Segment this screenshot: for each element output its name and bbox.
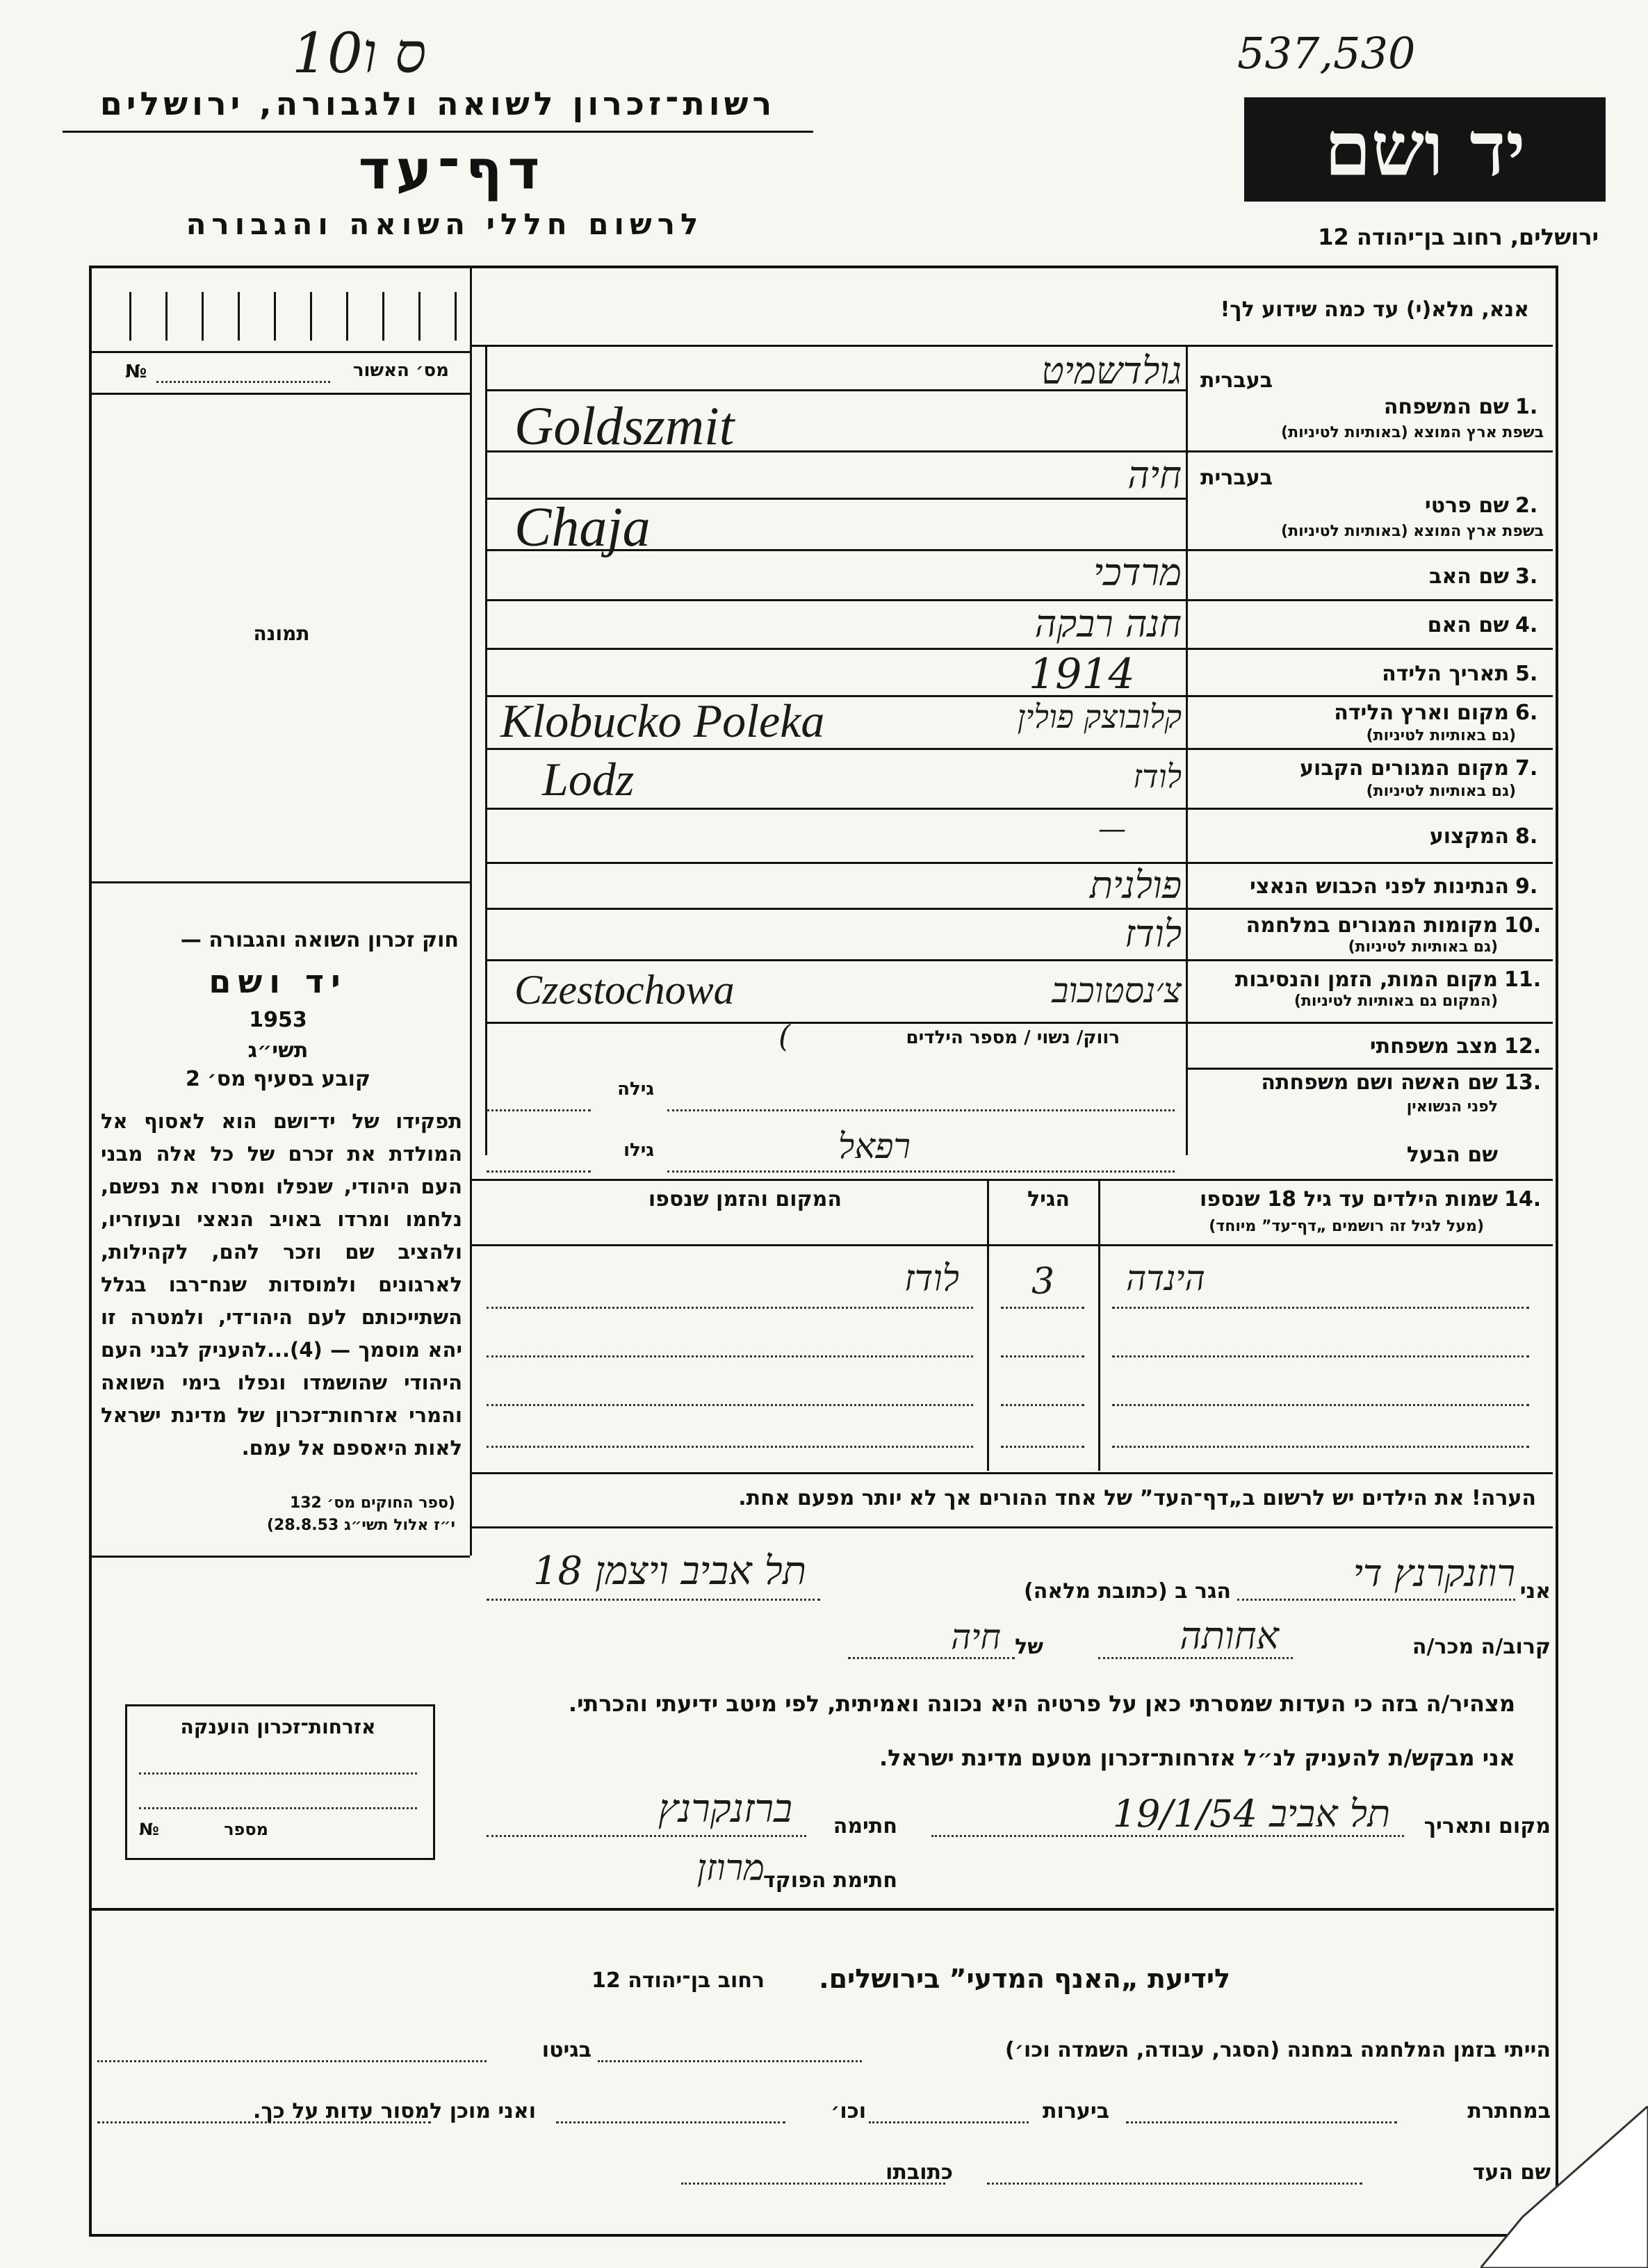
header-address: ירושלים, רחוב בן־יהודה 12 <box>1318 224 1599 250</box>
value-hebrew[interactable]: לודז <box>1133 758 1182 795</box>
field-number: 2. <box>1515 493 1538 518</box>
authority-underline <box>63 131 813 133</box>
marital-bracket: ( <box>778 1019 791 1054</box>
instruction: אנא, מלא(י) עד כמה שידוע לך! <box>1220 297 1529 322</box>
field-label: מקום המגורים הקבוע <box>1300 756 1509 781</box>
hebrew-label: בעברית <box>1200 368 1273 393</box>
footer-willing-label: ואני מוכן למסור עדות על כך. <box>253 2099 536 2123</box>
footer-etc-line <box>556 2121 785 2123</box>
footer-witness-line <box>987 2183 1362 2185</box>
footer-forests-label: ביערות <box>1043 2099 1109 2123</box>
footer-witness-address-line <box>681 2183 945 2185</box>
field-label: מקום המות, הזמן והנסיבות <box>1234 968 1498 992</box>
field-value[interactable]: פולנית <box>1089 863 1182 907</box>
declarant-name[interactable]: רוזנקרנץ די <box>1353 1551 1515 1595</box>
field-label: תאריך הלידה <box>1382 662 1509 686</box>
field-label: שם האשה ושם משפחתה <box>1261 1070 1498 1095</box>
law-year-hebrew: תשי״ג <box>247 1038 309 1063</box>
children-number: 14. <box>1504 1187 1542 1211</box>
field-number: 7. <box>1515 756 1538 781</box>
wife-name-line <box>667 1109 1175 1111</box>
of-line <box>848 1657 1015 1659</box>
field-number: 8. <box>1515 824 1538 849</box>
note-bottom-rule <box>470 1526 1553 1528</box>
hebrew-label: בעברית <box>1200 466 1273 490</box>
citizenship-box-title: אזרחות־זכרון הוענקה <box>180 1715 376 1738</box>
footer-etc-label: וכו׳ <box>831 2099 866 2123</box>
children-col-divider-2 <box>987 1179 989 1471</box>
form-subtitle: לרשום חללי השואה והגבורה <box>186 207 704 241</box>
approval-no-prefix: № <box>125 361 147 382</box>
photo-area-top-rule <box>90 393 470 395</box>
citizenship-number-label: מספר <box>224 1820 268 1839</box>
place-date-line <box>931 1835 1404 1837</box>
signature-label: חתימה <box>833 1814 897 1838</box>
field-number: 11. <box>1504 968 1542 992</box>
law-text: תפקידו של יד־ושם הוא לאסוף אל המולדת את זכרם של כל אלה מבני העם היהודי, שנפלו ומסרו את נפשם, נלחמו ומרדו באויב הנאצי ובעוזריו, ולהציב שם וזכר להם, לקהילות, לארגונים ולמוסדות שנח־רבו בגלל השתייכותם לעם היהו־די, ולמטרה זו יהא מוסמך — (4)...להעניק לבני העם היהודי שהושמדו ונפלו בימי השואה והמרי אזרחות־זכרון של מדינת ישראל לאות היאספם אל עמם. <box>101 1109 462 1460</box>
value-hebrew[interactable]: קלובוצק פולין <box>1017 698 1182 735</box>
field-value[interactable]: חנה רבקה <box>1034 602 1182 646</box>
footer-underground-line <box>1126 2121 1397 2123</box>
value-hebrew[interactable]: גולדשמיט <box>1041 349 1182 393</box>
citizenship-box-line-2 <box>139 1807 417 1809</box>
field-label: שם האם <box>1427 613 1509 637</box>
place-date-value[interactable]: תל אביב 19/1/54 <box>1112 1792 1390 1836</box>
archive-number: 537,530 <box>1237 28 1416 79</box>
value-latin[interactable]: Czestochowa <box>514 967 735 1013</box>
folded-corner <box>1480 2106 1648 2268</box>
field-number: 10. <box>1504 913 1542 938</box>
footer-camp-label: הייתי בזמן המלחמה במחנה (הסגר, עבודה, השמדה וכו׳) <box>1005 2038 1551 2062</box>
form-title: דף־עד <box>358 139 546 202</box>
officer-label: חתימת הפוקד <box>763 1868 897 1893</box>
signature-value[interactable]: ברזנקרנץ <box>658 1786 792 1831</box>
photo-label: תמונה <box>253 622 310 645</box>
field-sublabel: (גם באותיות לטיניות) <box>1348 938 1498 956</box>
field-value[interactable]: — <box>1098 813 1126 845</box>
field-sublabel: בשפת ארץ המוצא (באותיות לטיניות) <box>1281 424 1544 441</box>
field-label: שם פרטי <box>1424 493 1509 518</box>
value-hebrew[interactable]: חיה <box>1127 453 1182 497</box>
declarant-address[interactable]: תל אביב ויצמן 18 <box>532 1549 806 1594</box>
footer-forests-line <box>869 2121 1029 2123</box>
instruction-rule <box>470 345 1553 347</box>
left-panel-bottom-rule <box>90 1556 470 1558</box>
field-label: המקצוע <box>1429 824 1509 849</box>
value-column-left <box>485 345 487 1155</box>
footer-address: רחוב בן־יהודה 12 <box>592 1968 765 1993</box>
stamp-mark: ס ו10 <box>292 21 427 85</box>
footer-ghetto-line <box>97 2060 487 2062</box>
field-label: מצב משפחתי <box>1369 1034 1498 1059</box>
citizenship-box-line-1 <box>139 1772 417 1775</box>
field-number: 13. <box>1504 1070 1542 1095</box>
children-header-rule <box>470 1244 1553 1246</box>
signature-line <box>487 1835 806 1837</box>
left-panel-divider <box>470 267 472 1556</box>
wife-age-label: גילה <box>617 1079 654 1100</box>
value-latin[interactable]: Lodz <box>542 753 635 806</box>
child-age[interactable]: 3 <box>1031 1261 1055 1303</box>
law-source: (ספר החוקים מס׳ 132 <box>289 1494 455 1512</box>
declarant-i-label: אני <box>1519 1579 1551 1604</box>
field-number: 5. <box>1515 662 1538 686</box>
husband-age-line <box>487 1170 591 1173</box>
field-number: 4. <box>1515 613 1538 637</box>
field-label: מקומות המגורים במלחמה <box>1246 913 1498 938</box>
authority-line: רשות־זכרון לשואה ולגבורה, ירושלים <box>99 85 776 122</box>
declarant-address-line <box>487 1599 820 1601</box>
value-latin[interactable]: Chaja <box>514 497 651 558</box>
law-title: חוק זכרון השואה והגבורה — <box>180 928 459 952</box>
of-label: של <box>1015 1635 1043 1659</box>
husband-label: שם הבעל <box>1406 1143 1498 1167</box>
wife-age-line <box>487 1109 591 1111</box>
children-col-age: הגיל <box>1027 1187 1070 1211</box>
relation-line <box>1098 1657 1293 1659</box>
field-label: הנתינות לפני הכבוש הנאצי <box>1250 874 1509 899</box>
request-text: אני מבקש/ת להעניק לנ״ל אזרחות־זכרון מטעם מדינת ישראל. <box>879 1745 1515 1771</box>
field-label: שם האב <box>1429 564 1509 589</box>
field-number: 3. <box>1515 564 1538 589</box>
footer-willing-line <box>97 2121 431 2123</box>
left-panel-top-rule <box>90 351 470 353</box>
children-col-divider-1 <box>1098 1179 1100 1471</box>
place-date-label: מקום ותאריך <box>1423 1814 1551 1838</box>
of-value[interactable]: חיה <box>951 1617 1001 1657</box>
children-sublabel: (מעל לגיל זה רושמים „דף־עד” מיוחד) <box>1209 1218 1484 1235</box>
approval-no-line <box>156 381 330 383</box>
field-sublabel: (המקום גם באותיות לטיניות) <box>1294 993 1498 1010</box>
footer-witness-address-label: כתובתו <box>886 2160 953 2185</box>
relative-label: קרוב/ה מכר/ה <box>1412 1635 1551 1659</box>
note-top-rule <box>470 1472 1553 1474</box>
law-source-date: י״ז אלול תשי״ג 28.8.53) <box>266 1517 455 1534</box>
officer-signature[interactable]: מרוזן <box>696 1847 765 1889</box>
law-clause: קובע בסעיף מס׳ 2 <box>185 1067 371 1091</box>
law-name: יד ושם <box>209 963 348 1000</box>
field-label: מקום וארץ הלידה <box>1334 701 1509 725</box>
footer-camp-line <box>598 2060 862 2062</box>
child-name[interactable]: הינדה <box>1126 1258 1205 1298</box>
children-label: שמות הילדים עד גיל 18 שנספו <box>1200 1187 1498 1211</box>
declarant-name-line <box>1237 1599 1515 1601</box>
logo-text: יד ושם <box>1324 106 1526 193</box>
footer-witness-label: שם העד <box>1472 2160 1551 2185</box>
field-sublabel: לפני הנשואין <box>1406 1098 1498 1116</box>
field-number: 1. <box>1515 395 1538 419</box>
footer-title: לידיעת „האנף המדעי” בירושלים. <box>819 1964 1230 1994</box>
footer-underground-label: במחתרת <box>1467 2099 1551 2123</box>
declarant-address-label: הגר ב (כתובת מלאה) <box>1023 1579 1231 1604</box>
citizenship-no-prefix: № <box>139 1820 159 1839</box>
field-sublabel: בשפת ארץ המוצא (באותיות לטיניות) <box>1281 523 1544 540</box>
field-value[interactable]: לודז <box>1124 912 1182 956</box>
value-latin[interactable]: Klobucko Poleka <box>500 694 825 747</box>
photo-area-bottom-rule <box>90 881 470 883</box>
declaration-text: מצהיר/ה בזה כי העדות שמסרתי כאן על פרטיה היא נכונה ואמיתית, לפי מיטב ידיעתי והכרתי. <box>568 1690 1515 1717</box>
label-column-divider <box>1186 345 1188 1155</box>
field-label: שם המשפחה <box>1383 395 1509 419</box>
husband-name-line <box>667 1170 1175 1173</box>
relation-value[interactable]: אחותה <box>1180 1614 1279 1658</box>
field-number: 12. <box>1504 1034 1542 1059</box>
field-value[interactable]: מרדכי <box>1093 550 1182 594</box>
children-col-place: המקום והזמן שנספו <box>648 1187 842 1211</box>
value-latin[interactable]: Goldszmit <box>514 395 735 456</box>
law-year: 1953 <box>249 1008 307 1032</box>
husband-age-label: גילו <box>623 1140 654 1161</box>
field-number: 6. <box>1515 701 1538 725</box>
note: הערה! את הילדים יש לרשום ב„דף־העד” של אחד ההורים אך לא יותר מפעם אחת. <box>738 1486 1536 1510</box>
field-sublabel: (גם באותיות לטיניות) <box>1366 727 1516 744</box>
footer-top-rule <box>90 1908 1554 1911</box>
husband-value[interactable]: רפאל <box>838 1126 911 1166</box>
children-table-top-rule <box>470 1179 1553 1181</box>
field-value[interactable]: 1914 <box>1029 650 1135 699</box>
value-hebrew[interactable]: צ׳נסטוכוב <box>1052 970 1182 1011</box>
child-place[interactable]: לודז <box>904 1258 959 1300</box>
field-number: 9. <box>1515 874 1538 899</box>
approval-no-label: מס׳ האשור <box>352 360 449 381</box>
field-sublabel: (גם באותיות לטיניות) <box>1366 783 1516 800</box>
marital-status-options: רווק/ נשוי / מספר הילדים <box>906 1027 1120 1048</box>
yad-vashem-logo <box>1244 97 1606 202</box>
footer-ghetto-label: בגיטו <box>541 2038 592 2062</box>
